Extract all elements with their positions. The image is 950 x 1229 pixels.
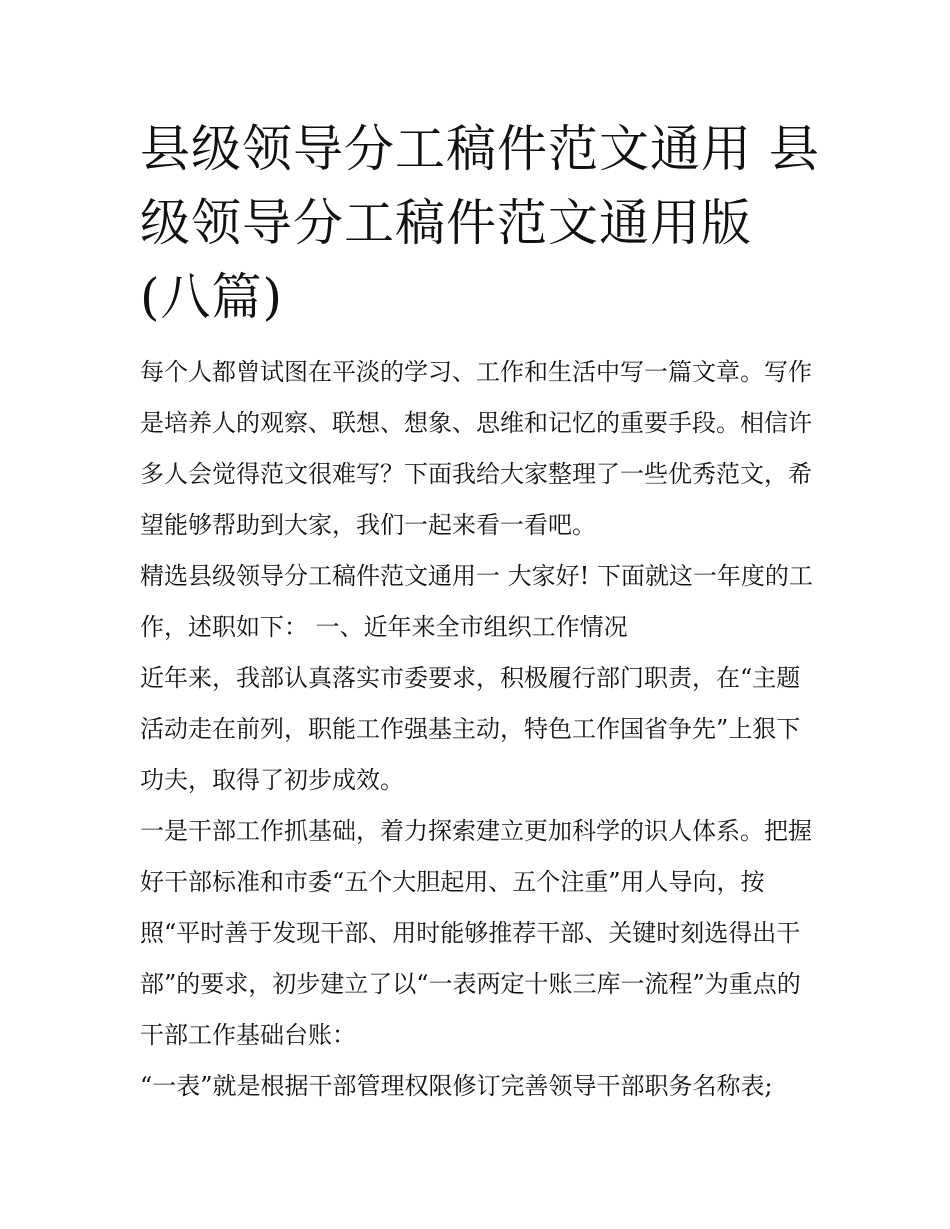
paragraph-section-intro: 精选县级领导分工稿件范文通用一 大家好! 下面就这一年度的工作，述职如下： 一、近年来全市组织工作情况 [140, 562, 813, 641]
paragraph-intro: 每个人都曾试图在平淡的学习、工作和生活中写一篇文章。写作是培养人的观察、联想、想象、思维和记忆的重要手段。相信许多人会觉得范文很难写？下面我给大家整理了一些优秀范文，希望能够帮助到大家，我们一起来看一看吧。 [140, 358, 812, 539]
paragraph-cadre-work: 一是干部工作抓基础，着力探索建立更加科学的识人体系。把握好干部标准和市委“五个大胆起用、五个注重”用人导向，按照“平时善于发现干部、用时能够推荐干部、关键时刻选得出干部”的要求，初步建立了以“一表两定十账三库一流程”为重点的干部工作基础台账： [140, 817, 812, 1049]
paragraph-achievements: 近年来，我部认真落实市委要求，积极履行部门职责，在“主题活动走在前列，职能工作强基主动，特色工作国省争先”上狠下功夫，取得了初步成效。 [140, 664, 801, 794]
paragraph-one-table: “一表”就是根据干部管理权限修订完善领导干部职务名称表; [140, 1072, 773, 1100]
document-page [140, 112, 820, 1112]
document-body [140, 347, 820, 1112]
document-title: 县级领导分工稿件范文通用 县级领导分工稿件范文通用版(八篇) [140, 120, 820, 326]
